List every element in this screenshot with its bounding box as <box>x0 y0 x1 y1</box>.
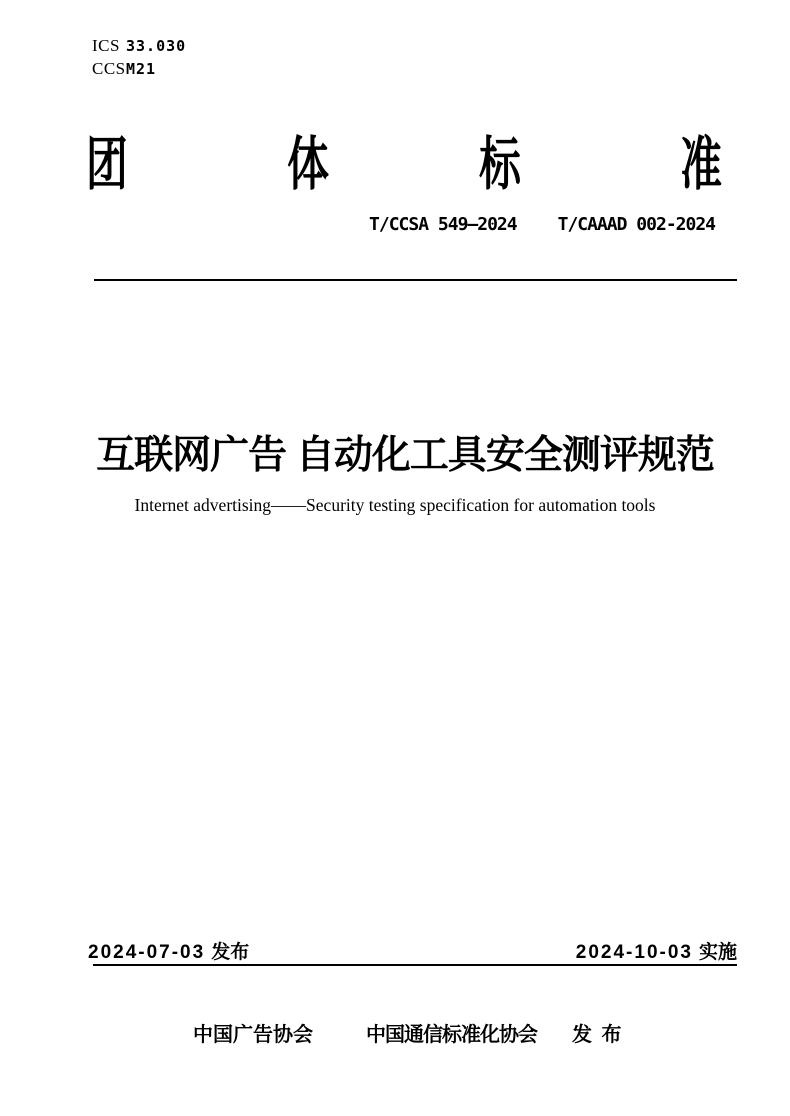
ccs-row <box>92 59 186 82</box>
standard-number-caaad: T/CAAAD 002-2024 <box>557 214 715 235</box>
document-type-heading <box>86 133 722 197</box>
doc-type-char: 体 <box>286 132 329 197</box>
dates-row <box>88 937 737 964</box>
implement-date-group <box>576 937 737 964</box>
publish-date-label: 发布 <box>211 942 250 963</box>
header-divider-line <box>94 279 737 281</box>
classification-codes <box>92 36 186 82</box>
standard-number-ccsa: T/CCSA 549—2024 <box>369 214 517 235</box>
publisher-ccsa: 中国通信标准化协会 <box>366 1024 537 1046</box>
ics-row <box>92 36 186 59</box>
publishers-row <box>193 1018 624 1047</box>
doc-type-char: 标 <box>479 132 522 197</box>
ics-value: 33.030 <box>126 37 187 55</box>
doc-type-char: 团 <box>86 132 128 197</box>
document-title-chinese: 互联网广告 自动化工具安全测评规范 <box>96 434 714 477</box>
publish-date-group <box>88 937 249 964</box>
implement-date-label: 实施 <box>698 942 737 963</box>
standard-numbers <box>369 214 715 235</box>
document-title-english: Internet advertising——Security testing specification for automation tools <box>134 495 656 515</box>
doc-type-char: 准 <box>680 132 722 197</box>
ics-label: ICS <box>92 36 120 55</box>
ccs-label: CCS <box>92 59 126 78</box>
footer-divider-line <box>93 964 737 966</box>
ccs-value: M21 <box>126 60 157 78</box>
publisher-caa: 中国广告协会 <box>193 1024 313 1046</box>
publish-date: 2024-07-03 <box>88 942 206 963</box>
implement-date: 2024-10-03 <box>575 942 693 963</box>
publish-action-label: 发 布 <box>572 1024 624 1046</box>
